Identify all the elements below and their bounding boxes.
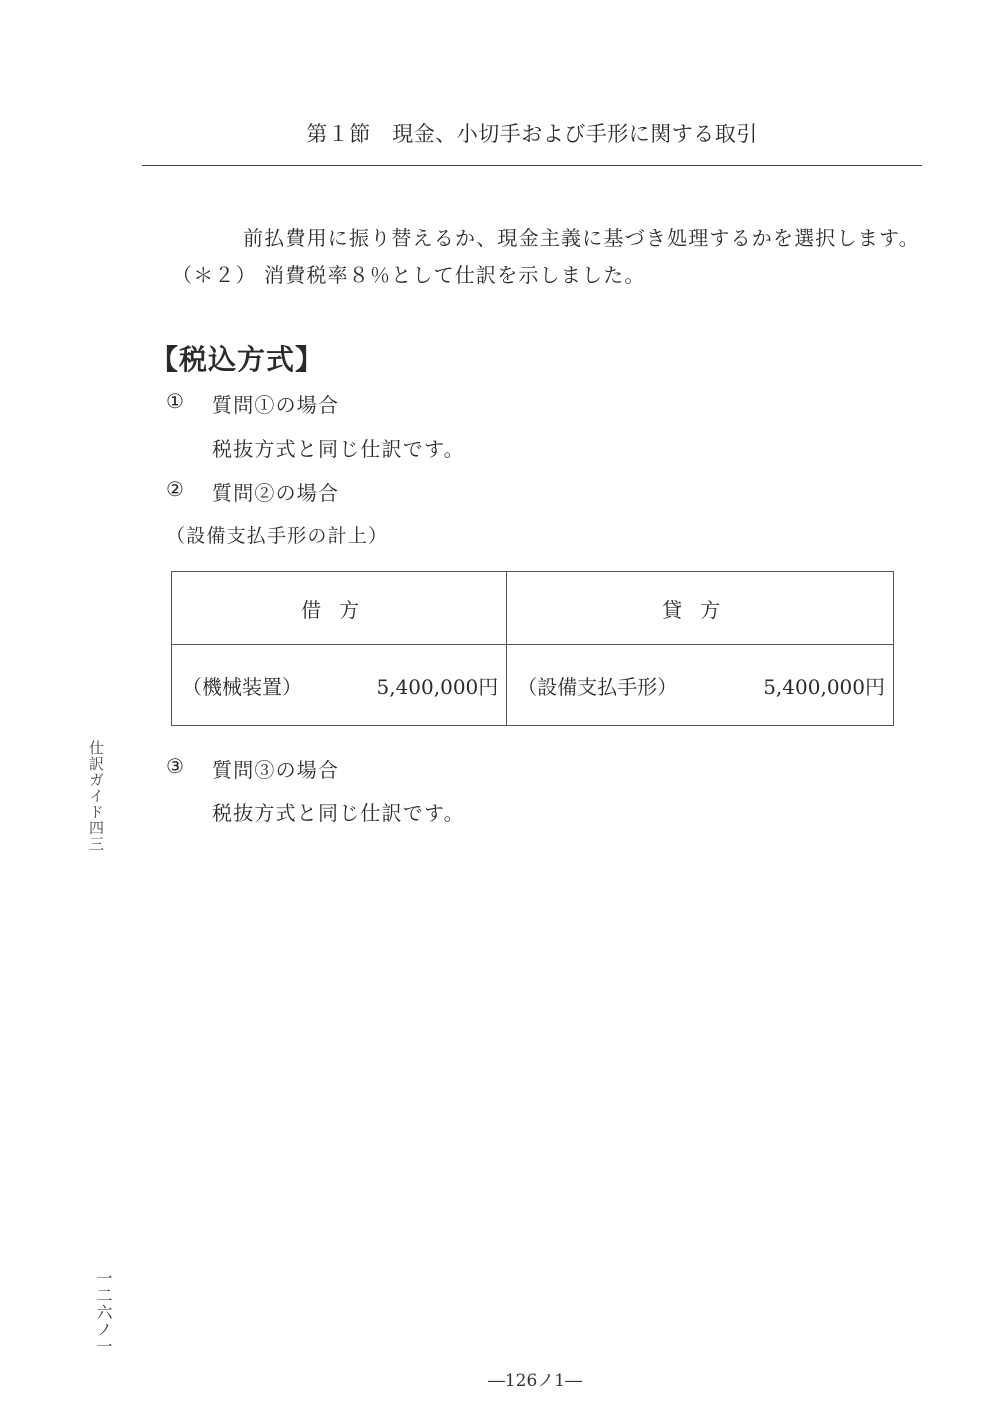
margin-page-number: 一二六ノ一 [94,1270,113,1355]
debit-header: 借方 [172,572,507,645]
item-number: ③ [166,754,186,778]
item-body: 税抜方式と同じ仕訳です。 [212,437,465,461]
margin-book-title: 仕訳ガイド四三 [87,740,105,852]
credit-amount: 5,400,000円 [763,674,885,699]
footer-page-number: ―126ノ1― [487,1371,583,1391]
credit-header: 貸方 [507,572,894,645]
footnote-text: 消費税率８％として仕訳を示しました。 [264,263,646,287]
journal-entry-table [171,571,894,726]
item-title: 質問①の場合 [212,393,340,417]
item-title: 質問③の場合 [212,758,340,782]
item-title: 質問②の場合 [212,481,340,505]
debit-amount: 5,400,000円 [376,674,499,699]
debit-account: （機械装置） [182,674,302,699]
footnote-mark: （＊２） [172,263,257,287]
table-row [172,645,894,726]
intro-line: 前払費用に振り替えるか、現金主義に基づき処理するかを選択します。 [243,226,920,250]
item-body: 税抜方式と同じ仕訳です。 [212,801,465,825]
page-header-title: 第１節 現金、小切手および手形に関する取引 [306,122,758,146]
item-number: ② [166,477,186,501]
header-divider [142,165,922,166]
debit-cell [172,645,507,726]
credit-account: （設備支払手形） [517,674,678,699]
table-header-row [172,572,894,645]
credit-cell [507,645,894,726]
item-caption: （設備支払手形の計上） [166,525,389,547]
section-heading: 【税込方式】 [150,343,325,376]
item-number: ① [166,389,186,413]
